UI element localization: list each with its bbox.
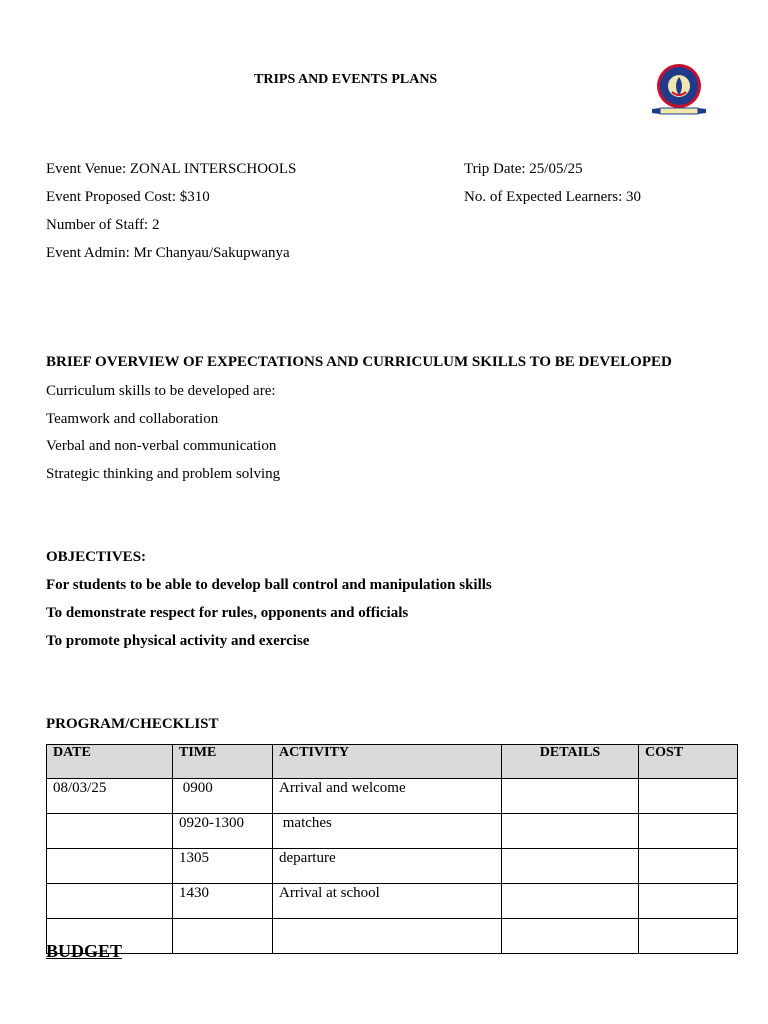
trip-date: Trip Date: 25/05/25 — [464, 161, 583, 177]
skill-item: Strategic thinking and problem solving — [46, 466, 281, 482]
overview-heading: BRIEF OVERVIEW OF EXPECTATIONS AND CURRICULUM SKILLS TO BE DEVELOPED — [46, 354, 672, 370]
activity-cell: Arrival and welcome — [273, 779, 502, 814]
time-cell — [173, 919, 273, 954]
number-of-staff: Number of Staff: 2 — [46, 217, 160, 233]
cost-cell — [639, 884, 738, 919]
table-row — [47, 884, 738, 919]
details-cell — [502, 919, 639, 954]
time-cell: 1430 — [173, 884, 273, 919]
activity-cell: departure — [273, 849, 502, 884]
page-title: TRIPS AND EVENTS PLANS — [254, 72, 438, 87]
time-cell: 0900 — [173, 779, 273, 814]
column-header-details: DETAILS — [502, 745, 639, 779]
table-row — [47, 919, 738, 954]
objective-item: To demonstrate respect for rules, opponents and officials — [46, 605, 409, 621]
table-row — [47, 779, 738, 814]
objectives-heading: OBJECTIVES: — [46, 549, 147, 565]
column-header-date: DATE — [47, 745, 173, 779]
activity-cell — [273, 919, 502, 954]
column-header-cost: COST — [639, 745, 738, 779]
date-cell — [47, 884, 173, 919]
date-cell — [47, 849, 173, 884]
event-venue: Event Venue: ZONAL INTERSCHOOLS — [46, 161, 297, 177]
activity-cell: Arrival at school — [273, 884, 502, 919]
date-cell: 08/03/25 — [47, 779, 173, 814]
cost-cell — [639, 814, 738, 849]
details-cell — [502, 814, 639, 849]
details-cell — [502, 779, 639, 814]
column-header-time: TIME — [173, 745, 273, 779]
event-proposed-cost: Event Proposed Cost: $310 — [46, 189, 210, 205]
program-table — [46, 744, 738, 954]
expected-learners: No. of Expected Learners: 30 — [464, 189, 642, 205]
column-header-activity: ACTIVITY — [273, 745, 502, 779]
activity-cell: matches — [273, 814, 502, 849]
time-cell: 1305 — [173, 849, 273, 884]
overview-intro: Curriculum skills to be developed are: — [46, 383, 276, 399]
school-crest-icon — [648, 62, 710, 118]
table-row — [47, 814, 738, 849]
event-admin: Event Admin: Mr Chanyau/Sakupwanya — [46, 245, 290, 261]
program-heading: PROGRAM/CHECKLIST — [46, 716, 219, 732]
table-row — [47, 849, 738, 884]
cost-cell — [639, 779, 738, 814]
date-cell — [47, 814, 173, 849]
time-cell: 0920-1300 — [173, 814, 273, 849]
details-cell — [502, 849, 639, 884]
objective-item: To promote physical activity and exercise — [46, 633, 310, 649]
budget-heading: BUDGET — [46, 941, 123, 961]
skill-item: Teamwork and collaboration — [46, 411, 219, 427]
cost-cell — [639, 919, 738, 954]
cost-cell — [639, 849, 738, 884]
skill-item: Verbal and non-verbal communication — [46, 438, 277, 454]
table-header-row — [47, 745, 738, 779]
objective-item: For students to be able to develop ball control and manipulation skills — [46, 577, 492, 593]
details-cell — [502, 884, 639, 919]
